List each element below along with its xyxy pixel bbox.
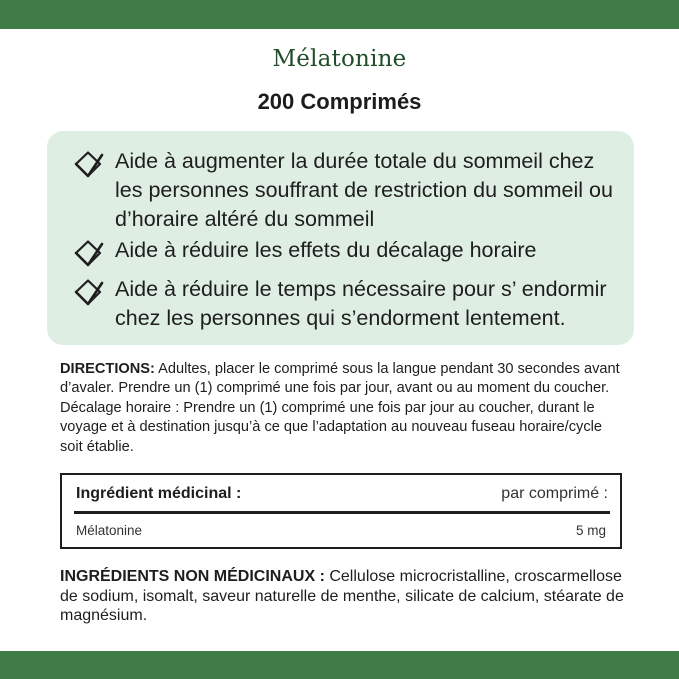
non-medicinal-label: INGRÉDIENTS NON MÉDICINAUX : [60, 568, 325, 585]
benefit-text: Aide à réduire les effets du décalage horaire [115, 238, 537, 262]
top-green-band [0, 0, 679, 29]
ingredient-amount: 5 mg [575, 523, 606, 538]
table-header-unit: par comprimé : [501, 485, 608, 502]
directions-label: DIRECTIONS: [60, 361, 155, 377]
checkmark-icon [73, 151, 105, 181]
product-count: 200 Comprimés [257, 89, 422, 114]
directions-paragraph [60, 360, 620, 457]
checkmark-icon [73, 279, 105, 309]
non-medicinal-ingredients [60, 567, 625, 626]
benefit-text: Aide à augmenter la durée totale du sommeil chez les personnes souffrant de restriction du sommeil ou d’horaire altéré du sommeil [115, 149, 613, 231]
medicinal-ingredients-table [60, 473, 622, 549]
checkmark-icon [73, 240, 105, 270]
benefits-panel [47, 131, 634, 345]
product-title: Mélatonine [272, 46, 407, 72]
table-header [62, 475, 620, 511]
benefit-text: Aide à réduire le temps nécessaire pour s’ endormir chez les personnes qui s’endorment lentement. [115, 277, 607, 330]
ingredient-name: Mélatonine [76, 523, 143, 538]
table-header-label: Ingrédient médicinal : [76, 485, 242, 502]
non-medicinal-text: Cellulose microcristalline, croscarmellose de sodium, isomalt, saveur naturelle de menthe, silicate de calcium, stéarate de magnésium. [60, 568, 624, 624]
directions-text: Adultes, placer le comprimé sous la langue pendant 30 secondes avant d’avaler. Prendre un (1) comprimé une fois par jour, avant ou au moment du coucher. Décalage horaire : Prendre un (1) comprimé une fois par jour au coucher, durant le voyage et à destination jusqu’à ce que l’adaptation au nouveau fuseau horaire/cycle soit établie. [60, 361, 620, 455]
bottom-green-band [0, 651, 679, 679]
table-divider [74, 511, 610, 514]
